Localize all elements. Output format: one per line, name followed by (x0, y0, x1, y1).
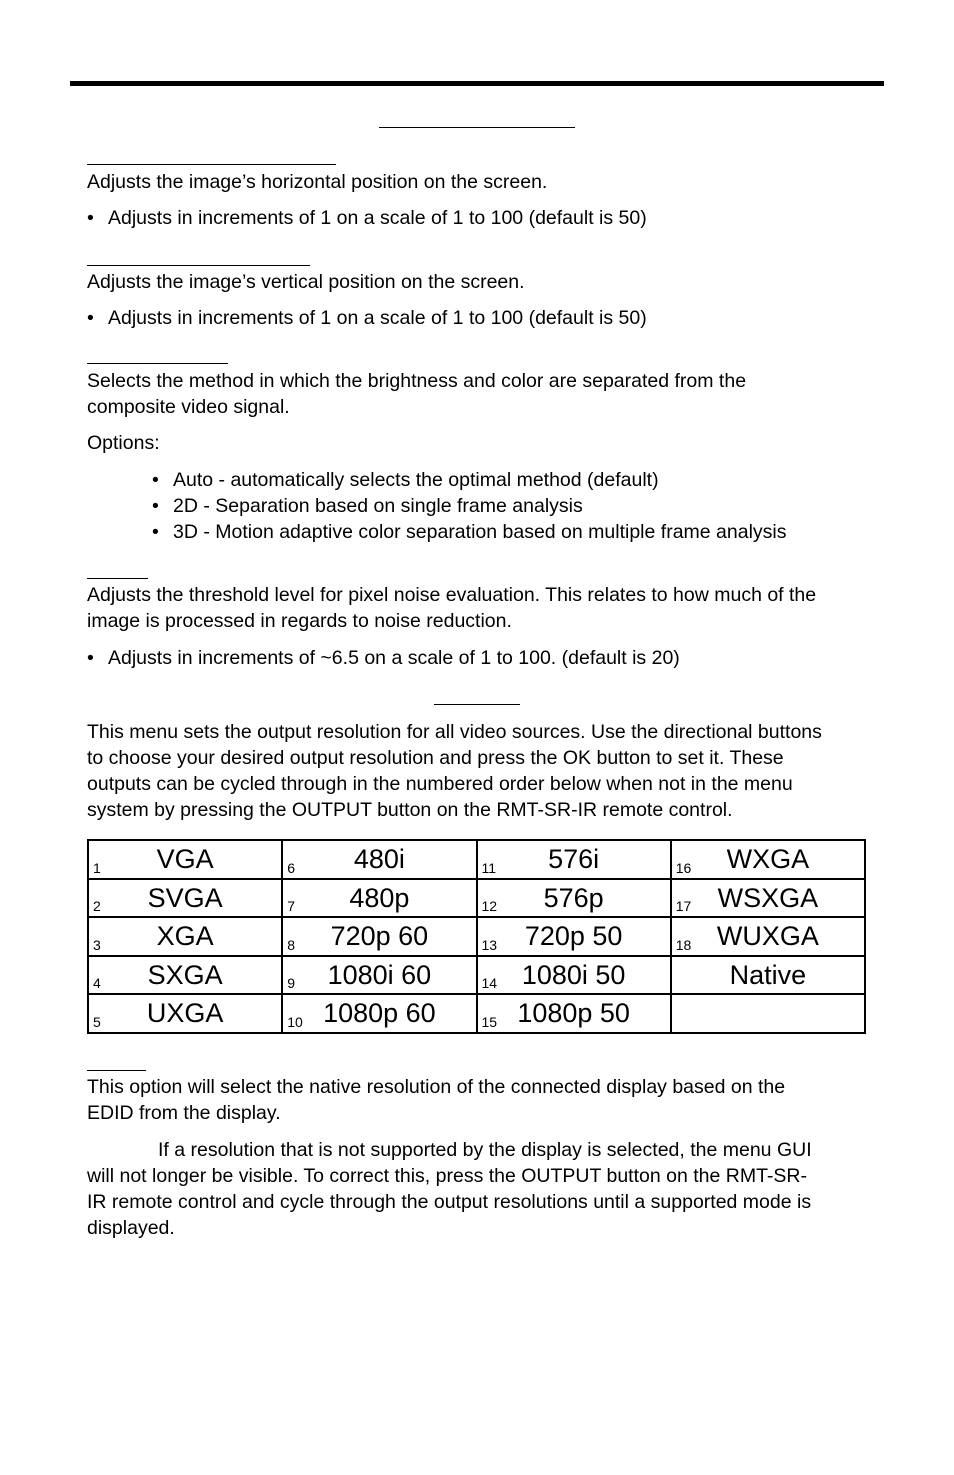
resolution-number: 10 (287, 1013, 303, 1030)
resolution-cell (477, 956, 671, 995)
vertical-description: Adjusts the image’s vertical position on the screen. (87, 271, 525, 293)
resolution-value: 1080p 60 (323, 998, 436, 1029)
resolution-number: 6 (287, 859, 296, 876)
resolution-value (672, 995, 864, 1031)
resolution-cell (88, 994, 282, 1033)
resolution-cell (671, 994, 865, 1033)
resolution-number: 15 (481, 1013, 498, 1030)
table-row (88, 917, 865, 956)
noise-description-line1: Adjusts the threshold level for pixel noise evaluation. This relates to how much of the (87, 584, 817, 606)
note-line1: If a resolution that is not supported by the display is selected, the menu GUI (158, 1139, 812, 1161)
resolution-cell (88, 879, 282, 918)
resolution-cell (477, 917, 671, 956)
vertical-bullet-text: Adjusts in increments of 1 on a scale of 1 to 100 (default is 50) (108, 307, 647, 329)
resolution-value: VGA (156, 844, 214, 875)
option-3d-text: 3D - Motion adaptive color separation based on multiple frame analysis (173, 521, 787, 543)
bullet-dot: • (152, 469, 159, 491)
resolution-cell (88, 840, 282, 879)
resolution-cell (282, 994, 476, 1033)
resolution-value: Native (729, 959, 807, 990)
resolution-cell (88, 956, 282, 995)
title-underline (379, 127, 575, 128)
resolution-cell (88, 917, 282, 956)
resolution-value: WSXGA (717, 882, 819, 913)
resolution-cell (477, 879, 671, 918)
table-row (88, 840, 865, 879)
horizontal-bullet-text: Adjusts in increments of 1 on a scale of 1 to 100 (default is 50) (108, 207, 647, 229)
resolution-value: UXGA (146, 998, 224, 1029)
horizontal-description: Adjusts the image’s horizontal position on the screen. (87, 171, 548, 193)
resolution-number: 1 (93, 859, 101, 876)
native-line2: EDID from the display. (87, 1102, 281, 1124)
resolution-value: 480i (353, 844, 405, 875)
resolution-number: 9 (287, 975, 296, 991)
vertical-heading-underline (87, 265, 310, 266)
table-row (88, 956, 865, 995)
noise-description-line2: image is processed in regards to noise reduction. (87, 610, 512, 632)
bullet-dot: • (87, 307, 94, 329)
resolution-value: SVGA (147, 882, 223, 913)
resolution-value: 720p 50 (524, 921, 623, 952)
bullet-dot: • (152, 521, 159, 543)
option-2d (152, 493, 583, 519)
resolution-cell (282, 917, 476, 956)
option-2d-text: 2D - Separation based on single frame analysis (173, 495, 583, 517)
options-label: Options: (87, 432, 160, 454)
noise-bullet-text: Adjusts in increments of ~6.5 on a scale of 1 to 100. (default is 20) (108, 647, 680, 669)
page-header-rule (70, 81, 884, 86)
resolution-value: 1080p 50 (517, 998, 630, 1029)
resolution-value: 576i (548, 844, 600, 875)
resolution-number: 3 (93, 936, 101, 953)
native-line1: This option will select the native resolution of the connected display based on the (87, 1076, 786, 1098)
note-line2: will not longer be visible. To correct this, press the OUTPUT button on the RMT-SR- (87, 1165, 807, 1187)
resolution-number: 11 (481, 859, 497, 876)
resolution-value: 720p 60 (330, 921, 429, 952)
resolution-number: 16 (675, 859, 692, 876)
resolution-value: 480p (349, 882, 410, 913)
resolution-cell (282, 879, 476, 918)
resolution-value: 1080i 60 (327, 959, 432, 990)
note-line3: IR remote control and cycle through the output resolutions until a supported mode is (87, 1191, 812, 1213)
horizontal-heading-underline (87, 164, 336, 165)
resolution-cell (282, 956, 476, 995)
resolution-number: 14 (481, 975, 498, 991)
resolution-number: 7 (287, 898, 296, 914)
resolution-number: 8 (287, 936, 296, 953)
table-row (88, 994, 865, 1033)
resolution-number: 4 (93, 975, 101, 991)
separation-heading-underline (87, 363, 228, 364)
resolution-cell (477, 994, 671, 1033)
output-line1: This menu sets the output resolution for all video sources. Use the directional buttons (87, 721, 822, 743)
output-heading-underline (434, 704, 520, 705)
resolution-cell (671, 840, 865, 879)
resolution-number: 12 (481, 898, 498, 914)
resolution-cell (282, 840, 476, 879)
option-3d (152, 519, 787, 545)
option-auto-text: Auto - automatically selects the optimal method (default) (173, 469, 659, 491)
resolution-value: 1080i 50 (521, 959, 626, 990)
horizontal-bullet (87, 205, 647, 231)
native-heading-underline (87, 1070, 146, 1071)
resolution-value: WXGA (726, 844, 810, 875)
output-line2: to choose your desired output resolution and press the OK button to set it. These (87, 747, 784, 769)
resolution-value: XGA (156, 921, 214, 952)
resolution-number: 5 (93, 1013, 101, 1030)
resolution-number: 18 (675, 936, 692, 953)
resolution-cell (671, 956, 865, 995)
output-line3: outputs can be cycled through in the numbered order below when not in the menu (87, 773, 793, 795)
resolution-cell (671, 917, 865, 956)
resolution-number: 17 (675, 898, 692, 914)
bullet-dot: • (87, 647, 94, 669)
vertical-bullet (87, 305, 647, 331)
resolution-value: 576p (543, 882, 604, 913)
resolution-cell (671, 879, 865, 918)
bullet-dot: • (87, 207, 94, 229)
resolution-cell (477, 840, 671, 879)
resolution-number: 13 (481, 936, 498, 953)
table-row (88, 879, 865, 918)
resolution-table (87, 839, 866, 1034)
resolution-number: 2 (93, 898, 101, 914)
noise-bullet (87, 645, 680, 671)
note-line4: displayed. (87, 1217, 175, 1239)
separation-description-line2: composite video signal. (87, 396, 290, 418)
separation-description-line1: Selects the method in which the brightness and color are separated from the (87, 370, 747, 392)
bullet-dot: • (152, 495, 159, 517)
resolution-value: WUXGA (716, 921, 819, 952)
noise-heading-underline (87, 578, 148, 579)
output-line4: system by pressing the OUTPUT button on the RMT-SR-IR remote control. (87, 799, 733, 821)
option-auto (152, 467, 659, 493)
resolution-value: SXGA (147, 959, 223, 990)
